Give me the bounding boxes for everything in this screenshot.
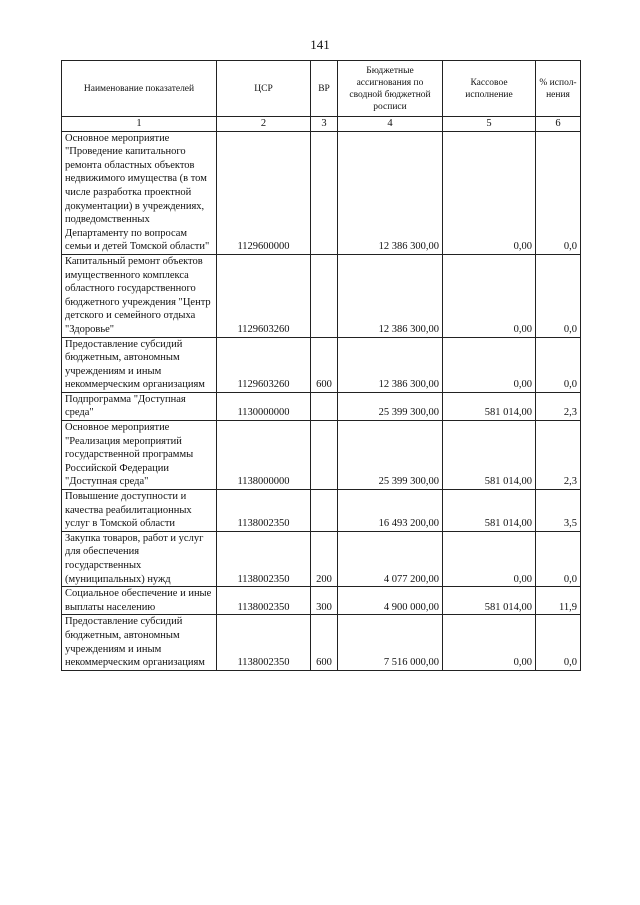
row-name: Подпрограмма "Доступная среда" [62, 392, 217, 420]
row-percent: 0,0 [536, 131, 581, 254]
row-csr: 1129603260 [217, 254, 311, 337]
row-percent: 2,3 [536, 392, 581, 420]
table-row [62, 131, 581, 254]
column-number: 4 [338, 117, 443, 132]
row-name: Основное мероприятие "Реализация мероприятий государственной программы Российской Федерации "Доступная среда" [62, 421, 217, 490]
row-csr: 1138002350 [217, 490, 311, 532]
header-cash: Кассовое исполнение [443, 61, 536, 117]
row-cash: 581 014,00 [443, 490, 536, 532]
page-number: 141 [310, 37, 330, 52]
row-percent: 0,0 [536, 531, 581, 586]
table-row [62, 531, 581, 586]
table-row [62, 490, 581, 532]
row-name: Повышение доступности и качества реабилитационных услуг в Томской области [62, 490, 217, 532]
row-cash: 0,00 [443, 131, 536, 254]
table-row [62, 337, 581, 392]
budget-table [61, 60, 581, 671]
header-row [62, 61, 581, 117]
row-percent: 0,0 [536, 337, 581, 392]
table-row [62, 421, 581, 490]
row-allocations: 4 077 200,00 [338, 531, 443, 586]
row-vr [311, 490, 338, 532]
row-vr: 300 [311, 587, 338, 615]
row-name: Предоставление субсидий бюджетным, автономным учреждениям и иным некоммерческим организациям [62, 337, 217, 392]
row-allocations: 7 516 000,00 [338, 615, 443, 670]
row-allocations: 12 386 300,00 [338, 337, 443, 392]
row-percent: 0,0 [536, 254, 581, 337]
header-csr: ЦСР [217, 61, 311, 117]
column-number: 6 [536, 117, 581, 132]
row-allocations: 25 399 300,00 [338, 421, 443, 490]
row-csr: 1138000000 [217, 421, 311, 490]
table-row [62, 615, 581, 670]
header-name: Наименование показателей [62, 61, 217, 117]
row-name: Социальное обеспечение и иные выплаты населению [62, 587, 217, 615]
row-name: Капитальный ремонт объектов имущественного комплекса областного государственного бюджетного учреждения "Центр детского и семейного отдыха "Здоровье" [62, 254, 217, 337]
row-cash: 581 014,00 [443, 587, 536, 615]
row-cash: 581 014,00 [443, 421, 536, 490]
column-number: 1 [62, 117, 217, 132]
row-cash: 0,00 [443, 615, 536, 670]
row-vr [311, 254, 338, 337]
column-number: 5 [443, 117, 536, 132]
header-vr: ВР [311, 61, 338, 117]
row-name: Основное мероприятие "Проведение капитального ремонта областных объектов недвижимого имущества (в том числе разработка проектной документации) в учреждениях, подведомственных Департаменту по вопросам семьи и детей Томской области" [62, 131, 217, 254]
header-percent: % испол- нения [536, 61, 581, 117]
column-number: 3 [311, 117, 338, 132]
row-vr [311, 392, 338, 420]
table-row [62, 254, 581, 337]
table-row [62, 392, 581, 420]
row-percent: 11,9 [536, 587, 581, 615]
header-allocations: Бюджетные ассигнования по сводной бюджетной росписи [338, 61, 443, 117]
row-allocations: 4 900 000,00 [338, 587, 443, 615]
row-cash: 0,00 [443, 254, 536, 337]
row-allocations: 12 386 300,00 [338, 131, 443, 254]
row-cash: 581 014,00 [443, 392, 536, 420]
row-csr: 1138002350 [217, 531, 311, 586]
table-row [62, 587, 581, 615]
row-vr [311, 131, 338, 254]
row-csr: 1138002350 [217, 587, 311, 615]
row-csr: 1129603260 [217, 337, 311, 392]
row-percent: 0,0 [536, 615, 581, 670]
row-csr: 1129600000 [217, 131, 311, 254]
row-allocations: 25 399 300,00 [338, 392, 443, 420]
row-vr: 600 [311, 615, 338, 670]
row-allocations: 12 386 300,00 [338, 254, 443, 337]
row-percent: 3,5 [536, 490, 581, 532]
row-vr [311, 421, 338, 490]
row-name: Предоставление субсидий бюджетным, автономным учреждениям и иным некоммерческим организациям [62, 615, 217, 670]
row-allocations: 16 493 200,00 [338, 490, 443, 532]
row-cash: 0,00 [443, 531, 536, 586]
row-vr: 600 [311, 337, 338, 392]
row-percent: 2,3 [536, 421, 581, 490]
row-vr: 200 [311, 531, 338, 586]
column-number-row [62, 117, 581, 132]
row-csr: 1138002350 [217, 615, 311, 670]
row-csr: 1130000000 [217, 392, 311, 420]
row-name: Закупка товаров, работ и услуг для обеспечения государственных (муниципальных) нужд [62, 531, 217, 586]
row-cash: 0,00 [443, 337, 536, 392]
column-number: 2 [217, 117, 311, 132]
